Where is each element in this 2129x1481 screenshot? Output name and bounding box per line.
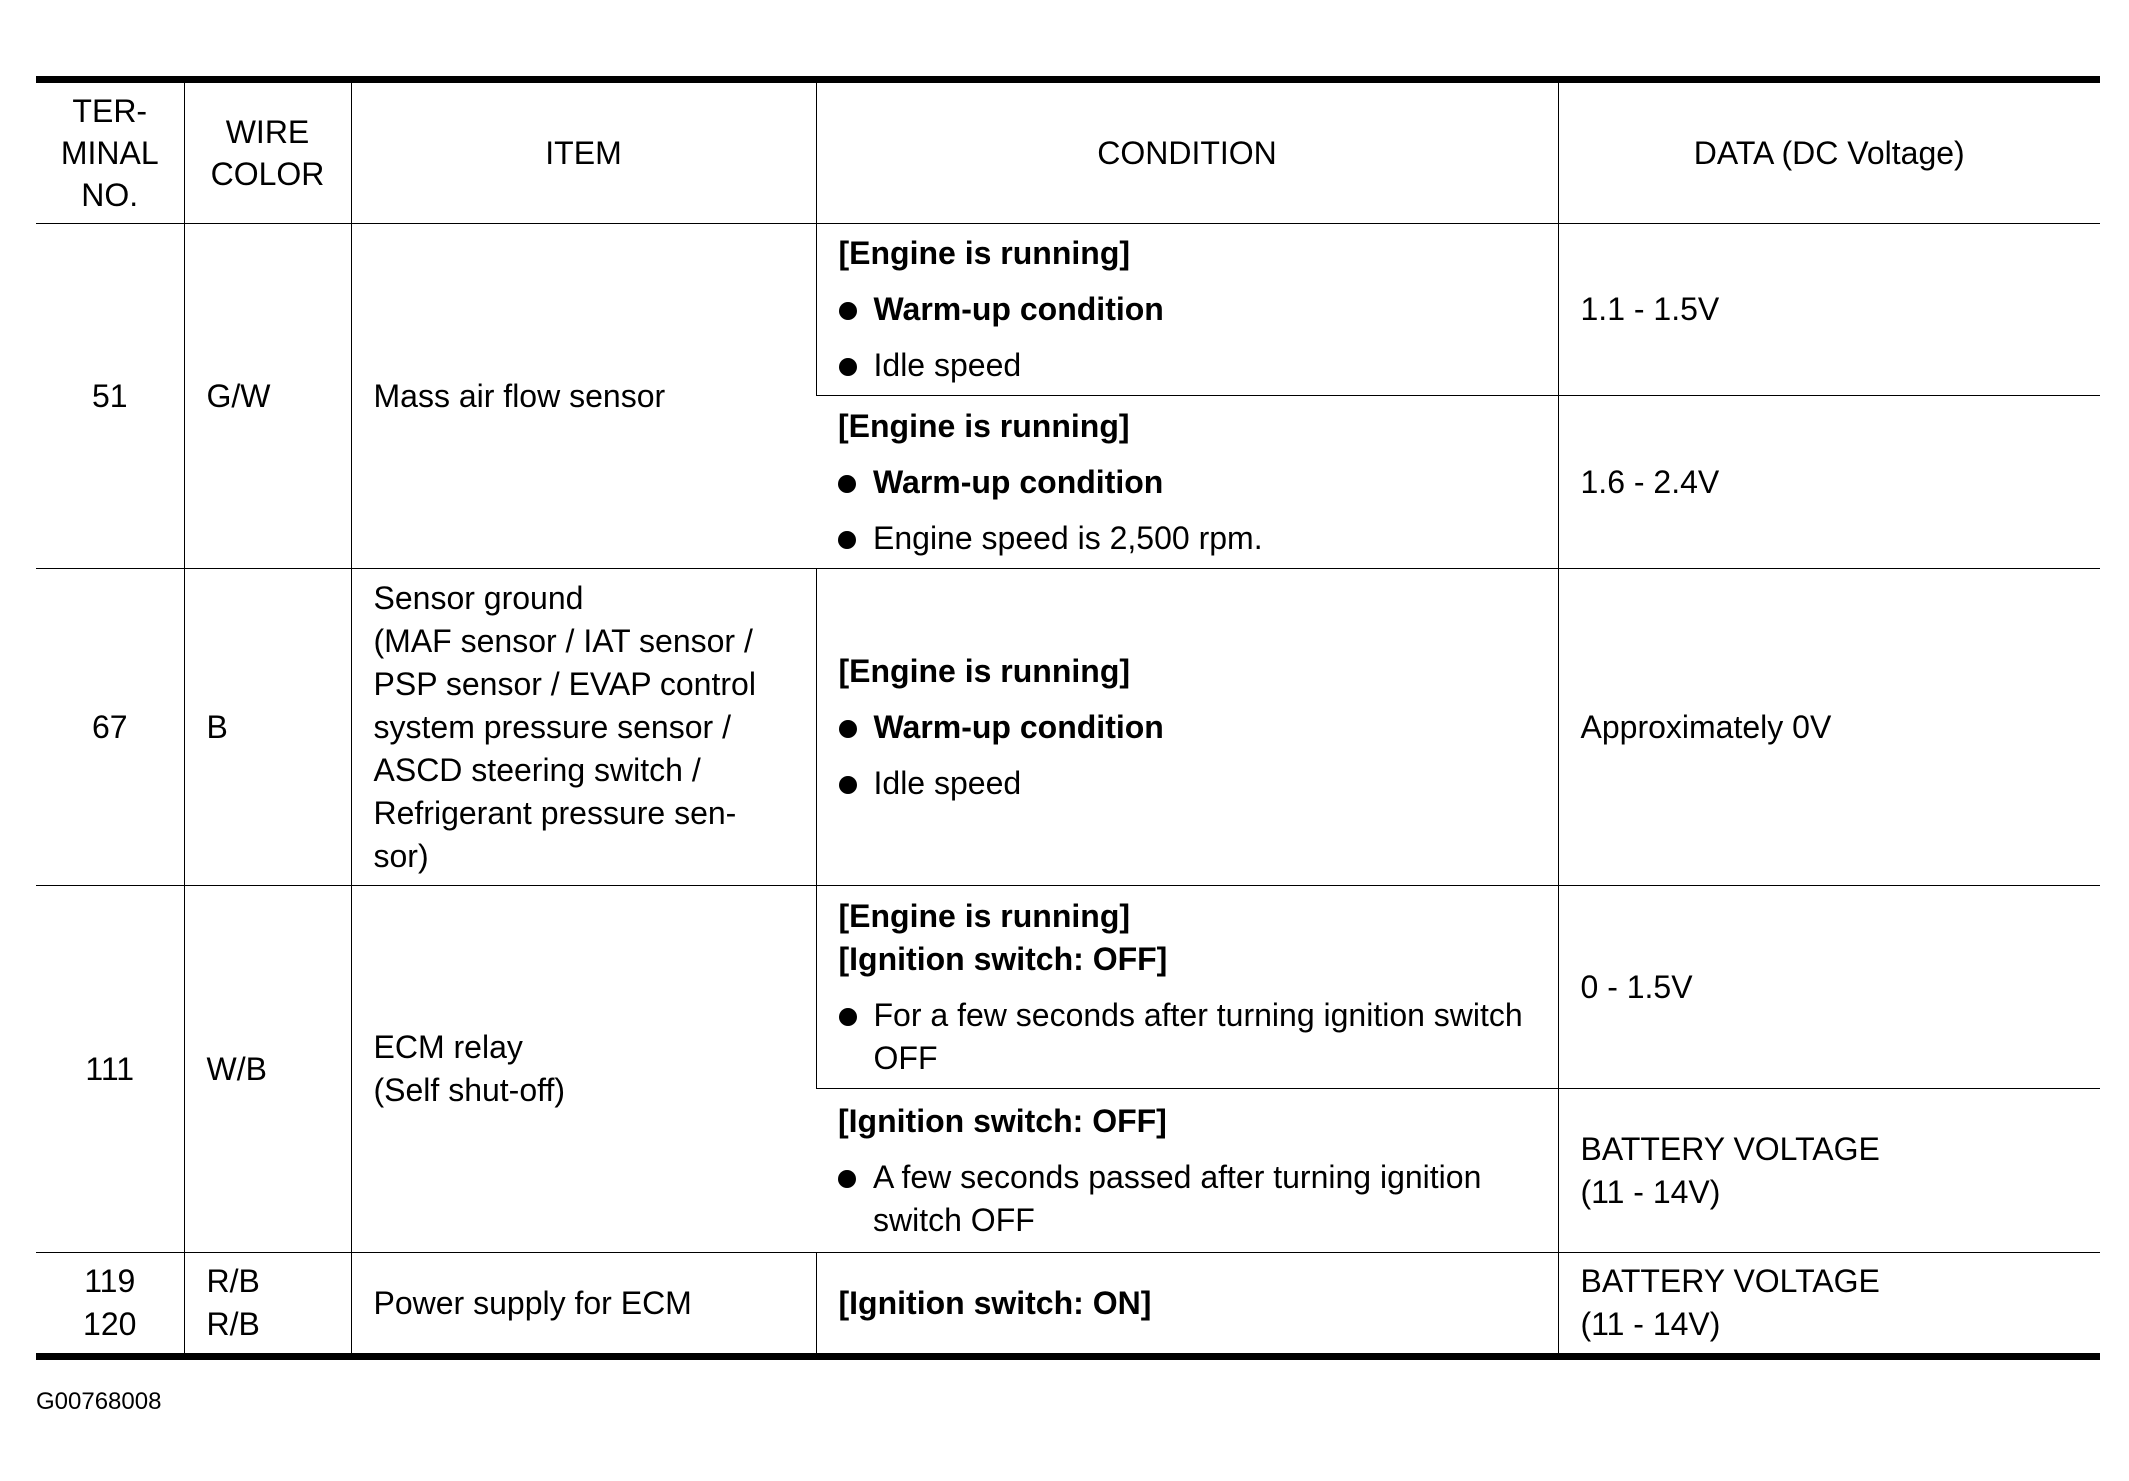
wire-color-cell: [184, 886, 351, 1253]
bullet-icon: [839, 1008, 857, 1026]
bullet-icon: [838, 531, 856, 549]
header-terminal-line: NO.: [81, 177, 139, 213]
bullet-text: A few seconds passed after turning ignition switch OFF: [873, 1158, 1482, 1238]
data-voltage-cell: [1558, 886, 2100, 1089]
terminal-number: 119: [84, 1263, 136, 1299]
wire-color-cell: [184, 1253, 351, 1357]
data-voltage: Approximately 0V: [1580, 708, 1832, 745]
wire-color: R/B: [206, 1263, 260, 1299]
data-voltage: BATTERY VOLTAGE: [1580, 1130, 1880, 1167]
wire-color: B: [206, 708, 228, 745]
condition-cell: [816, 224, 1558, 396]
bullet-icon: [839, 720, 857, 738]
terminal-cell: [36, 886, 184, 1253]
wire-color-cell: [184, 224, 351, 569]
terminal-cell: [36, 1253, 184, 1357]
condition-header: [Ignition switch: OFF]: [838, 1102, 1167, 1139]
item-text: (Self shut-off): [373, 1072, 565, 1108]
data-voltage-cell: [1558, 569, 2100, 886]
item-cell: [351, 569, 816, 886]
condition-header: [Engine is running]: [838, 652, 1131, 689]
condition-cell: [816, 886, 1558, 1089]
condition-header: [Ignition switch: OFF]: [838, 940, 1168, 977]
condition-header: [Engine is running]: [838, 235, 1131, 271]
condition-bullet: [838, 461, 1536, 504]
data-voltage: (11 - 14V): [1580, 1306, 1721, 1342]
data-voltage: 1.6 - 2.4V: [1580, 463, 1720, 500]
condition-header: [Engine is running]: [838, 407, 1130, 444]
condition-bullet: [839, 706, 1536, 749]
condition-bullet: [839, 344, 1536, 387]
condition-bullet: [839, 762, 1536, 805]
bullet-text: Warm-up condition: [873, 291, 1164, 327]
header-item: ITEM: [351, 80, 816, 224]
data-voltage-cell: [1558, 224, 2100, 396]
item-text: Mass air flow sensor: [373, 377, 666, 414]
wire-color-cell: [184, 569, 351, 886]
header-wire-line: COLOR: [210, 156, 325, 192]
terminal-cell: [36, 224, 184, 569]
data-voltage-cell: [1558, 1089, 2100, 1253]
terminal-number: 67: [91, 708, 128, 745]
data-voltage: (11 - 14V): [1580, 1173, 1721, 1210]
bullet-text: Warm-up condition: [873, 463, 1164, 500]
wire-color: R/B: [206, 1306, 260, 1342]
item-text: (MAF sensor / IAT sensor /: [373, 622, 753, 659]
bullet-text: For a few seconds after turning ignition switch OFF: [873, 996, 1523, 1076]
condition-cell: [816, 569, 1558, 886]
wire-color: W/B: [206, 1050, 267, 1087]
data-voltage: BATTERY VOLTAGE: [1580, 1263, 1880, 1299]
terminal-number: 111: [85, 1050, 135, 1087]
terminal-cell: [36, 569, 184, 886]
condition-bullet: [838, 517, 1536, 560]
item-text: PSP sensor / EVAP control: [373, 665, 756, 702]
condition-cell: [816, 396, 1558, 569]
ecm-terminal-table: [36, 76, 2100, 1360]
bullet-icon: [839, 302, 857, 320]
wire-color: G/W: [206, 377, 271, 414]
item-text: ECM relay: [373, 1029, 523, 1065]
header-row: [36, 80, 2100, 224]
item-cell: [351, 886, 816, 1253]
item-text: Sensor ground: [373, 579, 584, 616]
header-terminal-line: MINAL: [60, 135, 159, 171]
header-condition: CONDITION: [816, 80, 1558, 224]
condition-header: [Engine is running]: [838, 897, 1131, 934]
item-text: Power supply for ECM: [373, 1284, 692, 1321]
terminal-number: 51: [91, 377, 128, 414]
header-data: DATA (DC Voltage): [1558, 80, 2100, 224]
data-voltage-cell: [1558, 1253, 2100, 1357]
table-body: [36, 224, 2100, 1357]
bullet-text: Idle speed: [873, 764, 1022, 801]
condition-bullet: [839, 288, 1536, 331]
condition-bullet: [838, 1156, 1536, 1242]
table-row: [36, 886, 2100, 1089]
item-text: sor): [373, 837, 429, 874]
header-terminal-line: TER-: [72, 93, 148, 129]
data-voltage-cell: [1558, 396, 2100, 569]
table-row: [36, 224, 2100, 396]
bullet-text: Engine speed is 2,500 rpm.: [873, 519, 1263, 556]
item-cell: [351, 224, 816, 569]
figure-id: G00768008: [36, 1388, 162, 1415]
item-cell: [351, 1253, 816, 1357]
header-wire-color: [184, 80, 351, 224]
item-text: system pressure sensor /: [373, 708, 731, 745]
header-wire-line: WIRE: [225, 114, 310, 150]
bullet-icon: [839, 776, 857, 794]
bullet-icon: [839, 358, 857, 376]
condition-header: [Ignition switch: ON]: [838, 1284, 1152, 1321]
condition-cell: [816, 1089, 1558, 1253]
condition-cell: [816, 1253, 1558, 1357]
header-terminal: [36, 80, 184, 224]
data-voltage: 0 - 1.5V: [1580, 968, 1693, 1005]
table-row: [36, 1253, 2100, 1357]
terminal-number: 120: [83, 1306, 137, 1342]
item-text: Refrigerant pressure sen-: [373, 794, 737, 831]
data-voltage: 1.1 - 1.5V: [1580, 291, 1720, 327]
condition-bullet: [839, 994, 1536, 1080]
bullet-icon: [838, 475, 856, 493]
bullet-text: Warm-up condition: [873, 708, 1164, 745]
item-text: ASCD steering switch /: [373, 751, 701, 788]
bullet-text: Idle speed: [873, 347, 1022, 383]
table-row: [36, 569, 2100, 886]
bullet-icon: [838, 1170, 856, 1188]
